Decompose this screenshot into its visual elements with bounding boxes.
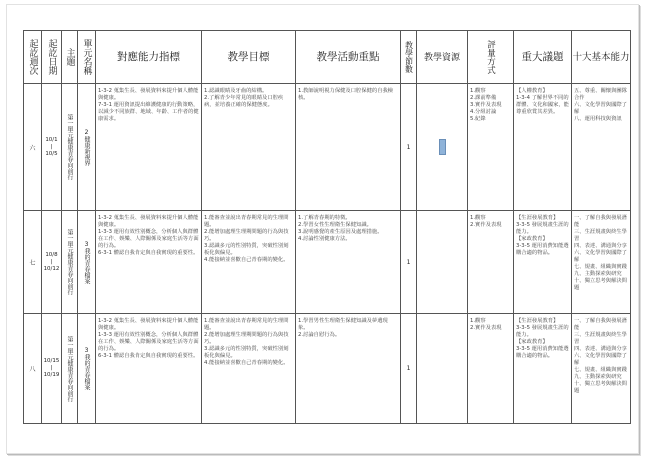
week-cell: 七: [24, 211, 42, 314]
curriculum-table: [23, 30, 631, 424]
header-week: 起訖週次: [24, 31, 42, 84]
header-unit: 單元名稱: [78, 31, 96, 84]
abilities-cell: 一、了解自我與發展潛能 三、生涯規畫與終生學習 四、表達、溝通與分享 六、文化學習與國際了解 七、規畫、組織與實踐 九、主動探索與研究 十、獨立思考與解決問題: [572, 314, 631, 424]
resources-cell: [417, 211, 468, 314]
header-date: 起訖日期: [42, 31, 62, 84]
table-row: [24, 314, 631, 424]
header-theme: 主題: [62, 31, 78, 84]
resource-marker-icon: [439, 139, 446, 155]
goals-cell: 1.能審查並說出青春期常見的生理問題。 2.能增加處理生理期問題的行為與技巧。 3.認識多元的性別特質，突破性別刻板化與偏見。 4.能接納並喜歡自己青春期的變化。: [202, 211, 296, 314]
header-goals: 教學目標: [202, 31, 296, 84]
table-row: [24, 211, 631, 314]
hours-cell: 1: [401, 314, 417, 424]
goals-cell: 1.能審查並說出青春期常見的生理問題。 2.能增加處理生理期問題的行為與技巧。 3.認識多元的性別特質，突破性別刻板化與偏見。 4.能接納並喜歡自己青春期的變化。: [202, 314, 296, 424]
assessment-cell: 1.觀察 2.實作及表現: [468, 314, 514, 424]
date-cell: 10/1 | 10/5: [42, 84, 62, 211]
resources-cell: [417, 84, 468, 211]
goals-cell: 1.認識眼睛及牙齒的結構。 2.了解青少年常見的眼睛及口腔疾病，並培養正確的保健態度。: [202, 84, 296, 211]
header-indicators: 對應能力指標: [96, 31, 202, 84]
indicators-cell: 1-3-2 蒐集生長、發展資料來提升個人體能與健康。 7-3-1 運用資訊提出維護健康的行動策略，以減少不同族群、地域、年齡、工作者的健康需求。: [96, 84, 202, 211]
activities-cell: 1.了解青春期的特徵。 2.學習女性生理衛生保健知識。 3.說明感覺的產生原因及處理措施。 4.討論性別健康方法。: [296, 211, 401, 314]
indicators-cell: 1-3-2 蒐集生長、發展資料來提升個人體能與健康。 1-3-3 運用有效性別概念，分析個人與群體在工作、娛樂、人際關係及家庭生活等方面的行為。 6-3-1 體認自我肯定與自我實現的重要性。: [96, 211, 202, 314]
header-activities: 教學活動重點: [296, 31, 401, 84]
indicators-cell: 1-3-2 蒐集生長、發展資料來提升個人體能與健康。 1-3-3 運用有效性別概念，分析個人與群體在工作、娛樂、人際關係及家庭生活等方面的行為。 6-3-1 體認自我肯定與自我實現的重要性。: [96, 314, 202, 424]
theme-cell: 第一單元健康青春向前行: [62, 211, 78, 314]
assessment-cell: 1.觀察 2.實作及表現: [468, 211, 514, 314]
header-issues: 重大議題: [514, 31, 572, 84]
theme-cell: 第一單元健康青春向前行: [62, 314, 78, 424]
abilities-cell: 五、尊重、關懷與團隊合作 六、文化學習與國際了解 八、運用科技與資訊: [572, 84, 631, 211]
activities-cell: 1.學習男性生理衛生保健知識及夢遺現象。 2.討論自慰行為。: [296, 314, 401, 424]
abilities-cell: 一、了解自我與發展潛能 三、生涯規畫與終生學習 四、表達、溝通與分享 六、文化學習與國際了解 七、規畫、組織與實踐 九、主動探索與研究 十、獨立思考與解決問題: [572, 211, 631, 314]
theme-cell: 第一單元健康青春向前行: [62, 84, 78, 211]
issues-cell: 【人權教育】 1-3-4 了解世界不同的群體、文化和國家，能尊重欣賞其差異。: [514, 84, 572, 211]
header-resources: 教學資源: [417, 31, 468, 84]
resources-cell: [417, 314, 468, 424]
header-abilities: 十大基本能力: [572, 31, 631, 84]
week-cell: 六: [24, 84, 42, 211]
activities-cell: 1.教師說明視力保健及口腔保健的自我檢核。: [296, 84, 401, 211]
hours-cell: 1: [401, 211, 417, 314]
issues-cell: 【生涯發展教育】 3-3-5 發展規畫生涯的能力。 【家政教育】 3-3-5 運用消費知能選購合適的物品。: [514, 211, 572, 314]
unit-cell: 2健康新視界: [78, 84, 96, 211]
week-cell: 八: [24, 314, 42, 424]
table-row: [24, 84, 631, 211]
date-cell: 10/8 | 10/12: [42, 211, 62, 314]
issues-cell: 【生涯發展教育】 3-3-5 發展規畫生涯的能力。 【家政教育】 3-3-5 運用消費知能選購合適的物品。: [514, 314, 572, 424]
unit-cell: 3我的青春檔案: [78, 314, 96, 424]
date-cell: 10/15 | 10/19: [42, 314, 62, 424]
header-hours: 教學節數: [401, 31, 417, 84]
assessment-cell: 1.觀察 2.課前準備 3.實作及表現 4.分組討論 5.紀錄: [468, 84, 514, 211]
header-assessment: 評量方式: [468, 31, 514, 84]
hours-cell: 1: [401, 84, 417, 211]
unit-cell: 3我的青春檔案: [78, 211, 96, 314]
header-row: [24, 31, 631, 84]
